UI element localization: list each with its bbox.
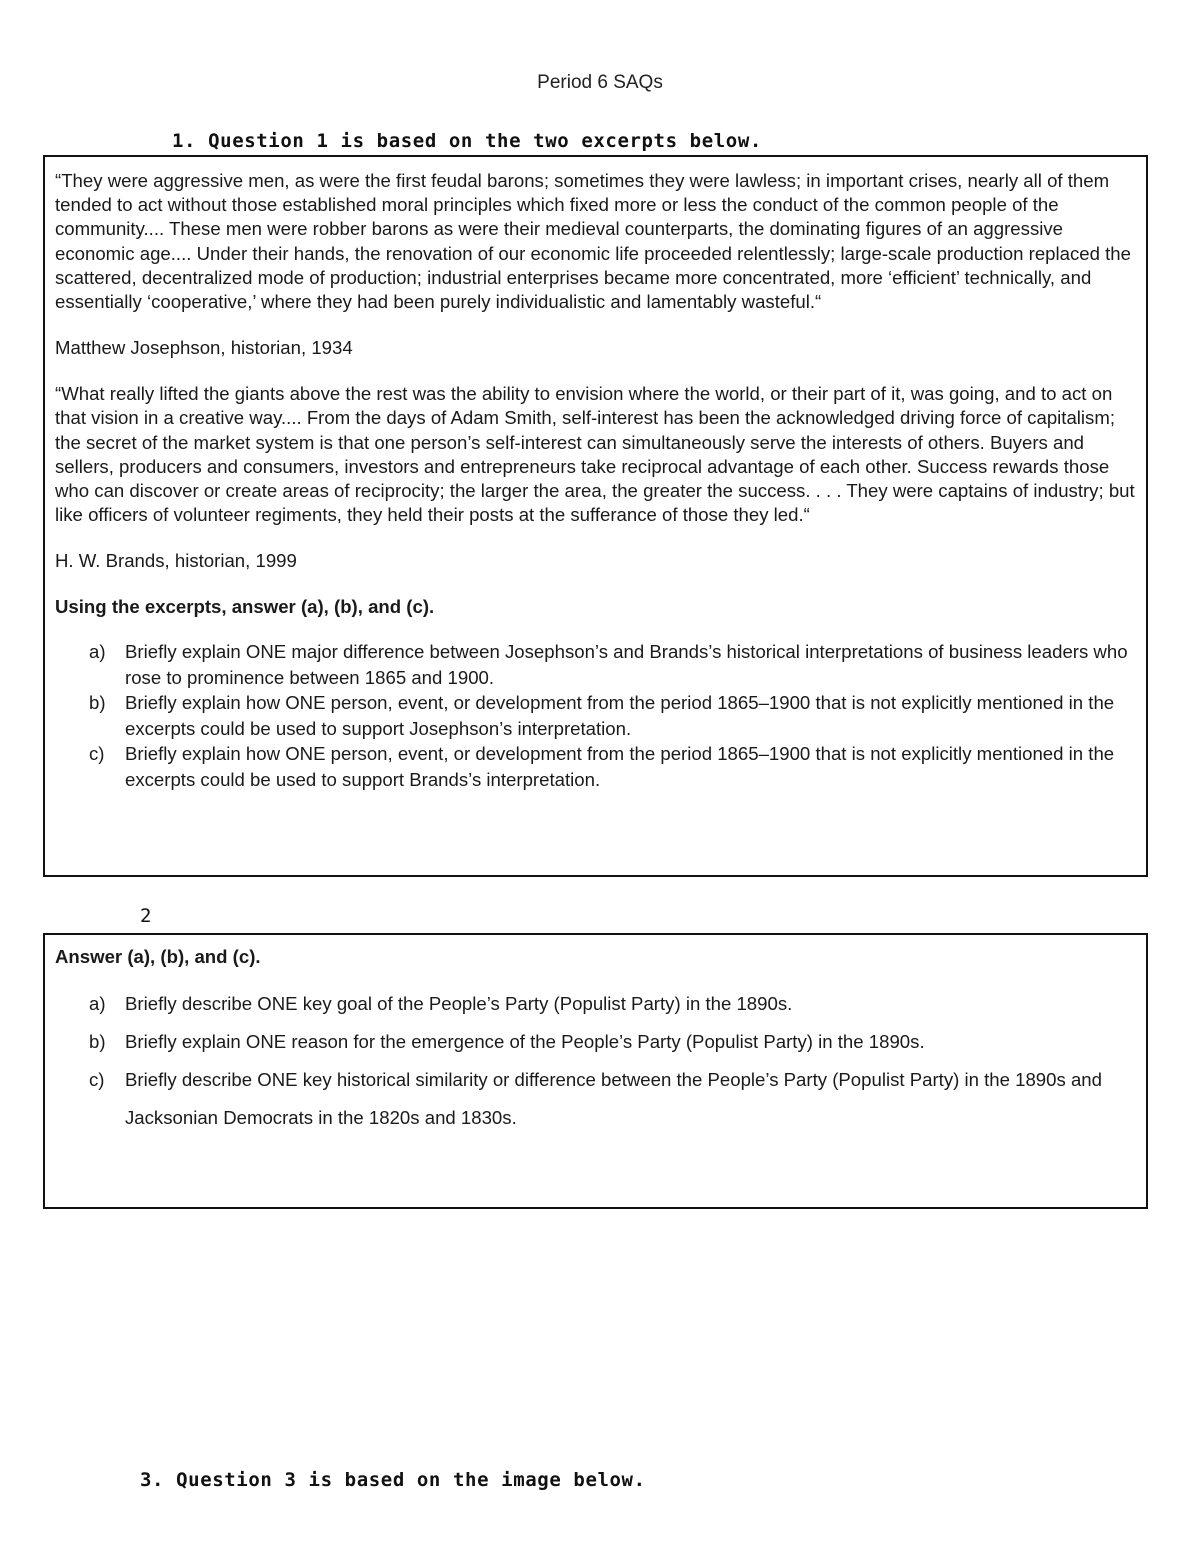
- question-1-part-b: [55, 690, 1136, 741]
- excerpt-brands: “What really lifted the giants above the rest was the ability to envision where the world, or their part of it, was going, and to act on that vision in a creative way.... From the days of Adam Smith, self-interest has been the acknowledged driving force of capitalism; the secret of the market system is that one person’s self-interest can simultaneously serve the interests of others. Buyers and sellers, producers and consumers, investors and entrepreneurs take reciprocal advantage of each other. Success rewards those who can discover or create areas of reciprocity; the larger the area, the greater the success. . . . They were captains of industry; but like officers of volunteer regiments, they held their posts at the sufferance of those they led.“: [55, 383, 1135, 526]
- question-1-part-a: [55, 639, 1136, 690]
- part-text: Briefly explain how ONE person, event, or development from the period 1865–1900 that is not explicitly mentioned in the excerpts could be used to support Josephson’s interpretation.: [125, 692, 1115, 739]
- part-text: Briefly describe ONE key goal of the People’s Party (Populist Party) in the 1890s.: [125, 993, 793, 1014]
- question-1-part-c: [55, 741, 1136, 792]
- question-2-heading: 2: [140, 905, 153, 927]
- part-text: Briefly explain ONE reason for the emergence of the People’s Party (Populist Party) in the 1890s.: [125, 1031, 925, 1052]
- part-marker: a): [89, 641, 106, 663]
- question-1-instruction: Using the excerpts, answer (a), (b), and (c).: [55, 596, 435, 618]
- part-marker: c): [89, 743, 105, 765]
- question-2-part-c: [55, 1061, 1136, 1137]
- part-marker: a): [89, 993, 106, 1014]
- part-text: Briefly explain ONE major difference between Josephson’s and Brands’s historical interpretations of business leaders who rose to prominence between 1865 and 1900.: [125, 641, 1128, 688]
- question-2-box: [43, 933, 1148, 1209]
- question-1-parts: [55, 639, 1136, 792]
- question-2-parts: [55, 985, 1136, 1137]
- question-1-heading: 1. Question 1 is based on the two excerpts below.: [172, 130, 762, 152]
- question-1-box: [43, 155, 1148, 877]
- question-2-part-a: [55, 985, 1136, 1023]
- question-2-instruction: Answer (a), (b), and (c).: [55, 946, 261, 967]
- citation-josephson: Matthew Josephson, historian, 1934: [55, 337, 353, 359]
- question-3-heading: 3. Question 3 is based on the image below.: [140, 1469, 646, 1491]
- part-marker: b): [89, 1031, 106, 1052]
- question-2-part-b: [55, 1023, 1136, 1061]
- part-text: Briefly explain how ONE person, event, or development from the period 1865–1900 that is not explicitly mentioned in the excerpts could be used to support Brands’s interpretation.: [125, 743, 1115, 790]
- part-text: Briefly describe ONE key historical similarity or difference between the People’s Party (Populist Party) in the 1890s and Jacksonian Democrats in the 1820s and 1830s.: [125, 1069, 1102, 1128]
- part-marker: c): [89, 1069, 105, 1090]
- page-title: Period 6 SAQs: [537, 72, 663, 93]
- excerpt-josephson: “They were aggressive men, as were the first feudal barons; sometimes they were lawless; in important crises, nearly all of them tended to act without those established moral principles which fixed more or less the conduct of the common people of the community.... These men were robber barons as were their medieval counterparts, the dominating figures of an aggressive economic age.... Under their hands, the renovation of our economic life proceeded relentlessly; large-scale production replaced the scattered, decentralized mode of production; industrial enterprises became more concentrated, more ‘efficient’ technically, and essentially ‘cooperative,’ where they had been purely individualistic and lamentably wasteful.“: [55, 170, 1131, 313]
- part-marker: b): [89, 692, 106, 714]
- citation-brands: H. W. Brands, historian, 1999: [55, 550, 297, 572]
